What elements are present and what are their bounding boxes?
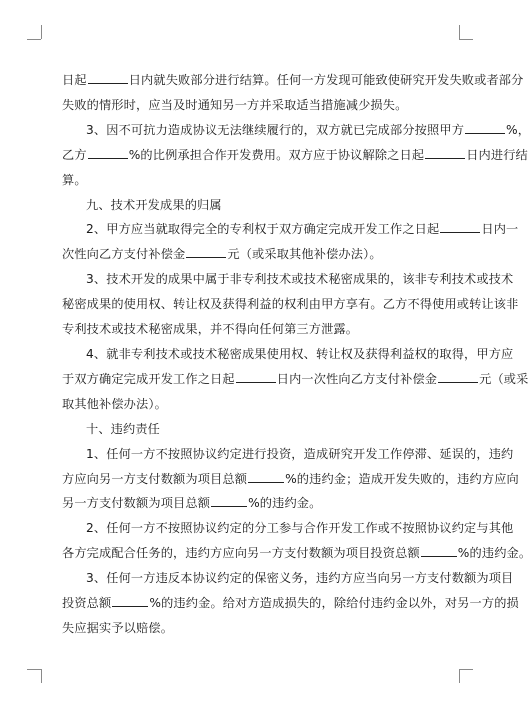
text-segment: 日内进行结 [466, 147, 528, 162]
fill-blank [440, 220, 480, 233]
fill-blank [88, 146, 128, 159]
text-segment: 十、违约责任 [86, 421, 161, 436]
text-segment: 投资总额 [62, 596, 112, 611]
text-line [62, 467, 519, 492]
text-segment: 专利技术或技术秘密成果，并不得向任何第三方泄露。 [62, 322, 359, 337]
text-line [62, 143, 528, 168]
fill-blank [425, 146, 465, 159]
fill-blank [186, 245, 226, 258]
text-segment: 次性向乙方支付补偿金 [62, 247, 186, 262]
text-line [62, 68, 524, 93]
text-segment: 日内一 [481, 222, 519, 237]
text-segment: 2、甲方应当就取得完全的专利权于双方确定完成开发工作之日起 [86, 222, 440, 237]
text-segment: 3、任何一方违反本协议约定的保密义务，违约方应当向另一方支付数额为项目 [86, 571, 514, 586]
text-segment: 日起 [62, 73, 87, 87]
text-segment: 失败的情形时，应当及时通知另一方并采取适当措施减少损失。 [62, 97, 408, 112]
crop-mark-top-left-h [27, 39, 41, 40]
text-line [62, 93, 440, 118]
text-line [62, 168, 440, 193]
crop-mark-bottom-left-h [27, 669, 41, 670]
fill-blank [465, 121, 505, 134]
clause-1-line [62, 442, 514, 467]
crop-mark-top-right-h [459, 39, 473, 40]
section-heading [62, 193, 440, 218]
clause-3-line [62, 566, 514, 591]
text-segment: 乙方 [62, 147, 87, 162]
clause-3-line [62, 118, 531, 143]
document-body [62, 68, 531, 641]
fill-blank [88, 71, 128, 84]
fill-blank [112, 594, 148, 607]
fill-blank [236, 370, 276, 383]
section-heading [62, 417, 440, 442]
text-segment: %的违约金。给对方造成损失的，除给付违约金以外，对另一方的损 [149, 596, 519, 611]
clause-4-line [62, 342, 514, 367]
text-segment: %的违约金。 [248, 496, 322, 511]
crop-mark-bottom-right-h [459, 669, 473, 670]
text-line [62, 541, 531, 566]
crop-mark-top-left-v [41, 25, 42, 39]
text-segment: 九、技术开发成果的归属 [86, 197, 222, 212]
text-segment: 秘密成果的使用权、转让权及获得利益的权利由甲方享有。乙方不得使用或转让该非 [62, 297, 519, 312]
text-segment: %的比例承担合作开发费用。双方应于协议解除之日起 [128, 147, 425, 162]
text-segment: 1、任何一方不按照协议约定进行投资，造成研究开发工作停滞、延误的，违约 [86, 446, 514, 461]
text-segment: 各方完成配合任务的，违约方应向另一方支付数额为项目投资总额 [62, 546, 420, 561]
text-line [62, 491, 440, 516]
text-line [62, 616, 440, 641]
fill-blank [211, 494, 247, 507]
text-segment: 日内一次性向乙方支付补偿金 [276, 371, 438, 386]
fill-blank [421, 544, 457, 557]
text-segment: 日内就失败部分进行结算。任何一方发现可能致使研究开发失败或者部分 [128, 73, 524, 87]
text-line [62, 242, 440, 267]
fill-blank [438, 370, 478, 383]
clause-2-line [62, 217, 519, 242]
text-segment: 失应据实予以赔偿。 [62, 620, 174, 635]
text-line [62, 392, 440, 417]
text-segment: 3、技术开发的成果中属于非专利技术或技术秘密成果的，该非专利技术或技术 [86, 272, 514, 287]
text-segment: 4、就非专利技术或技术秘密成果使用权、转让权及获得利益权的取得，甲方应 [86, 346, 514, 361]
clause-2-line [62, 516, 514, 541]
crop-mark-bottom-right-v [459, 669, 460, 683]
text-segment: %， [506, 122, 531, 137]
clause-3-line [62, 267, 514, 292]
crop-mark-top-right-v [459, 25, 460, 39]
text-segment: %的违约金；造成开发失败的，违约方应向 [285, 471, 519, 486]
text-line [62, 292, 519, 317]
text-segment: 另一方支付数额为项目总额 [62, 496, 211, 511]
text-line [62, 367, 529, 392]
text-segment: 方应向另一方支付数额为项目总额 [62, 471, 248, 486]
text-line [62, 317, 440, 342]
text-segment: 取其他补偿办法）。 [62, 396, 167, 411]
text-segment: %的违约金。 [457, 546, 531, 561]
text-line [62, 591, 519, 616]
text-segment: 于双方确定完成开发工作之日起 [62, 371, 235, 386]
crop-mark-bottom-left-v [41, 669, 42, 683]
text-segment: 元（或采取其他补偿办法）。 [227, 247, 382, 262]
text-segment: 算。 [62, 172, 87, 187]
text-segment: 元（或采 [479, 371, 529, 386]
fill-blank [248, 470, 284, 483]
text-segment: 2、任何一方不按照协议约定的分工参与合作开发工作或不按照协议约定与其他 [86, 521, 514, 536]
text-segment: 3、因不可抗力造成协议无法继续履行的，双方就已完成部分按照甲方 [86, 122, 465, 137]
